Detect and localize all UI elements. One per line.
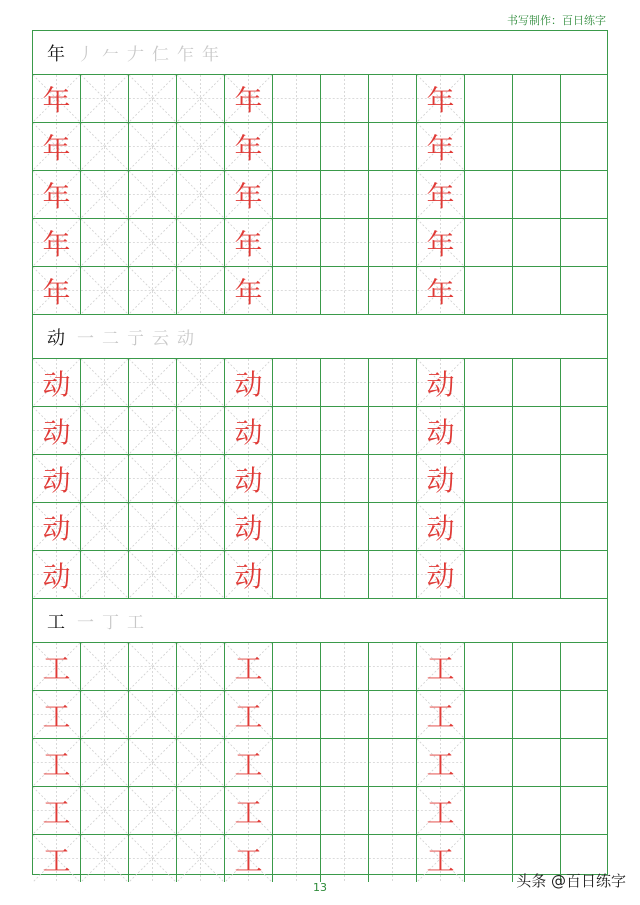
tian-grid-cell xyxy=(369,835,417,882)
mi-grid-cell xyxy=(81,75,129,122)
model-char: 动 xyxy=(426,415,455,449)
tian-grid-cell xyxy=(321,503,369,550)
model-char-cell xyxy=(33,75,81,122)
practice-sheet xyxy=(32,30,608,875)
tian-grid-cell xyxy=(321,643,369,690)
tian-grid-cell xyxy=(273,739,321,786)
tian-grid-cell xyxy=(369,643,417,690)
model-char: 年 xyxy=(42,131,71,165)
grid-row xyxy=(33,643,607,691)
model-char: 动 xyxy=(426,463,455,497)
blank-cell xyxy=(513,359,561,406)
mi-grid-cell xyxy=(177,739,225,786)
blank-cell xyxy=(561,407,609,454)
model-char: 动 xyxy=(426,559,455,593)
stroke-order-step: 丁 xyxy=(102,613,119,633)
model-char: 年 xyxy=(234,179,263,213)
tian-grid-cell xyxy=(321,455,369,502)
model-char-cell xyxy=(33,691,81,738)
model-char: 工 xyxy=(234,795,263,829)
model-char: 年 xyxy=(426,275,455,309)
tian-grid-cell xyxy=(273,359,321,406)
blank-cell xyxy=(561,359,609,406)
model-char-cell xyxy=(417,219,465,266)
model-char: 工 xyxy=(42,843,71,877)
blank-cell xyxy=(513,551,561,598)
stroke-order-step: 丿 xyxy=(77,45,94,65)
model-char-cell xyxy=(225,407,273,454)
mi-grid-cell xyxy=(81,643,129,690)
model-char-cell xyxy=(417,835,465,882)
tian-grid-cell xyxy=(369,171,417,218)
tian-grid-cell xyxy=(321,171,369,218)
model-char-cell xyxy=(417,407,465,454)
mi-grid-cell xyxy=(177,171,225,218)
tian-grid-cell xyxy=(273,75,321,122)
blank-cell xyxy=(513,75,561,122)
model-char-cell xyxy=(33,359,81,406)
tian-grid-cell xyxy=(369,739,417,786)
blank-cell xyxy=(465,359,513,406)
model-char: 工 xyxy=(42,699,71,733)
stroke-order-step: 亍 xyxy=(127,329,144,349)
blank-cell xyxy=(513,171,561,218)
credit-label: 书写制作：百日练字 xyxy=(507,14,606,27)
stroke-order-step: 云 xyxy=(152,329,169,349)
mi-grid-cell xyxy=(81,503,129,550)
tian-grid-cell xyxy=(273,503,321,550)
model-char-cell xyxy=(417,503,465,550)
model-char-cell xyxy=(417,171,465,218)
blank-cell xyxy=(561,551,609,598)
stroke-order-step: 一 xyxy=(77,329,94,349)
mi-grid-cell xyxy=(177,75,225,122)
model-char-cell xyxy=(417,123,465,170)
model-char: 年 xyxy=(234,227,263,261)
tian-grid-cell xyxy=(321,359,369,406)
model-char-cell xyxy=(225,551,273,598)
tian-grid-cell xyxy=(369,75,417,122)
model-char: 年 xyxy=(42,83,71,117)
model-char-cell xyxy=(33,787,81,834)
mi-grid-cell xyxy=(129,455,177,502)
model-char: 年 xyxy=(42,179,71,213)
model-char-cell xyxy=(225,359,273,406)
mi-grid-cell xyxy=(129,123,177,170)
stroke-order-step: 𠂉 xyxy=(102,45,119,65)
mi-grid-cell xyxy=(129,835,177,882)
stroke-order-step: 二 xyxy=(102,329,119,349)
mi-grid-cell xyxy=(81,739,129,786)
tian-grid-cell xyxy=(321,267,369,314)
tian-grid-cell xyxy=(321,835,369,882)
mi-grid-cell xyxy=(129,219,177,266)
header-char: 动 xyxy=(47,327,65,349)
blank-cell xyxy=(465,691,513,738)
tian-grid-cell xyxy=(369,219,417,266)
model-char: 工 xyxy=(426,699,455,733)
blank-cell xyxy=(513,739,561,786)
model-char-cell xyxy=(225,267,273,314)
model-char: 动 xyxy=(42,367,71,401)
mi-grid-cell xyxy=(129,75,177,122)
tian-grid-cell xyxy=(273,835,321,882)
header-char: 年 xyxy=(47,43,65,65)
model-char: 年 xyxy=(426,83,455,117)
model-char: 工 xyxy=(42,795,71,829)
stroke-order-step: 𠂇 xyxy=(127,45,144,65)
model-char: 工 xyxy=(234,651,263,685)
model-char: 动 xyxy=(234,511,263,545)
model-char-cell xyxy=(225,171,273,218)
model-char-cell xyxy=(225,503,273,550)
grid-row xyxy=(33,171,607,219)
model-char: 动 xyxy=(234,559,263,593)
blank-cell xyxy=(465,787,513,834)
tian-grid-cell xyxy=(273,787,321,834)
mi-grid-cell xyxy=(81,171,129,218)
mi-grid-cell xyxy=(177,123,225,170)
blank-cell xyxy=(561,643,609,690)
blank-cell xyxy=(465,75,513,122)
tian-grid-cell xyxy=(369,123,417,170)
model-char: 动 xyxy=(42,463,71,497)
tian-grid-cell xyxy=(273,123,321,170)
mi-grid-cell xyxy=(177,359,225,406)
tian-grid-cell xyxy=(321,219,369,266)
model-char-cell xyxy=(33,739,81,786)
mi-grid-cell xyxy=(177,503,225,550)
model-char-cell xyxy=(225,739,273,786)
model-char-cell xyxy=(225,123,273,170)
tian-grid-cell xyxy=(321,123,369,170)
mi-grid-cell xyxy=(177,267,225,314)
model-char: 工 xyxy=(234,843,263,877)
model-char: 工 xyxy=(426,795,455,829)
model-char-cell xyxy=(417,739,465,786)
stroke-order-step: 年 xyxy=(202,45,219,65)
grid-row xyxy=(33,455,607,503)
model-char-cell xyxy=(417,787,465,834)
model-char-cell xyxy=(33,643,81,690)
stroke-order-step: 工 xyxy=(127,613,144,633)
tian-grid-cell xyxy=(273,643,321,690)
model-char-cell xyxy=(33,503,81,550)
tian-grid-cell xyxy=(369,359,417,406)
tian-grid-cell xyxy=(273,407,321,454)
model-char: 动 xyxy=(234,415,263,449)
tian-grid-cell xyxy=(321,739,369,786)
grid-row xyxy=(33,219,607,267)
blank-cell xyxy=(465,835,513,882)
model-char-cell xyxy=(417,551,465,598)
grid-row xyxy=(33,739,607,787)
mi-grid-cell xyxy=(177,407,225,454)
mi-grid-cell xyxy=(177,787,225,834)
model-char-cell xyxy=(417,691,465,738)
tian-grid-cell xyxy=(321,407,369,454)
model-char-cell xyxy=(33,171,81,218)
model-char-cell xyxy=(225,75,273,122)
mi-grid-cell xyxy=(129,787,177,834)
model-char: 动 xyxy=(42,511,71,545)
model-char: 动 xyxy=(426,511,455,545)
tian-grid-cell xyxy=(273,171,321,218)
model-char: 动 xyxy=(42,559,71,593)
blank-cell xyxy=(561,267,609,314)
model-char-cell xyxy=(225,787,273,834)
mi-grid-cell xyxy=(81,267,129,314)
mi-grid-cell xyxy=(177,643,225,690)
tian-grid-cell xyxy=(369,407,417,454)
grid-row xyxy=(33,787,607,835)
mi-grid-cell xyxy=(81,551,129,598)
model-char: 年 xyxy=(234,275,263,309)
mi-grid-cell xyxy=(129,551,177,598)
model-char-cell xyxy=(33,219,81,266)
mi-grid-cell xyxy=(81,359,129,406)
tian-grid-cell xyxy=(273,455,321,502)
tian-grid-cell xyxy=(369,503,417,550)
model-char-cell xyxy=(33,407,81,454)
model-char: 动 xyxy=(234,367,263,401)
tian-grid-cell xyxy=(321,787,369,834)
tian-grid-cell xyxy=(273,551,321,598)
blank-cell xyxy=(561,787,609,834)
stroke-order-step: 一 xyxy=(77,613,94,633)
tian-grid-cell xyxy=(369,455,417,502)
tian-grid-cell xyxy=(369,551,417,598)
model-char: 工 xyxy=(426,651,455,685)
blank-cell xyxy=(513,219,561,266)
model-char: 工 xyxy=(426,747,455,781)
model-char: 年 xyxy=(426,227,455,261)
grid-row xyxy=(33,691,607,739)
mi-grid-cell xyxy=(129,359,177,406)
mi-grid-cell xyxy=(129,691,177,738)
blank-cell xyxy=(465,407,513,454)
blank-cell xyxy=(513,787,561,834)
model-char: 工 xyxy=(42,747,71,781)
blank-cell xyxy=(465,503,513,550)
mi-grid-cell xyxy=(177,455,225,502)
section-header xyxy=(33,315,607,359)
stroke-order-step: 仁 xyxy=(152,45,169,65)
model-char-cell xyxy=(225,643,273,690)
model-char-cell xyxy=(33,551,81,598)
mi-grid-cell xyxy=(81,835,129,882)
mi-grid-cell xyxy=(177,219,225,266)
grid-row xyxy=(33,503,607,551)
blank-cell xyxy=(561,219,609,266)
blank-cell xyxy=(513,267,561,314)
blank-cell xyxy=(513,691,561,738)
mi-grid-cell xyxy=(81,691,129,738)
model-char-cell xyxy=(417,75,465,122)
blank-cell xyxy=(513,407,561,454)
blank-cell xyxy=(561,75,609,122)
stroke-order-step: 乍 xyxy=(177,45,194,65)
tian-grid-cell xyxy=(369,691,417,738)
mi-grid-cell xyxy=(81,455,129,502)
blank-cell xyxy=(465,219,513,266)
blank-cell xyxy=(561,171,609,218)
tian-grid-cell xyxy=(321,691,369,738)
blank-cell xyxy=(561,503,609,550)
watermark: 头条 @百日练字 xyxy=(516,872,626,890)
blank-cell xyxy=(513,503,561,550)
model-char: 年 xyxy=(42,275,71,309)
blank-cell xyxy=(465,739,513,786)
blank-cell xyxy=(561,739,609,786)
grid-row xyxy=(33,551,607,599)
grid-row xyxy=(33,267,607,315)
blank-cell xyxy=(513,455,561,502)
section-header xyxy=(33,599,607,643)
tian-grid-cell xyxy=(321,75,369,122)
mi-grid-cell xyxy=(177,691,225,738)
mi-grid-cell xyxy=(177,551,225,598)
model-char-cell xyxy=(225,835,273,882)
model-char: 年 xyxy=(426,179,455,213)
mi-grid-cell xyxy=(129,407,177,454)
blank-cell xyxy=(513,643,561,690)
section-header xyxy=(33,31,607,75)
blank-cell xyxy=(561,455,609,502)
mi-grid-cell xyxy=(129,171,177,218)
model-char: 年 xyxy=(42,227,71,261)
model-char-cell xyxy=(225,455,273,502)
model-char: 年 xyxy=(234,83,263,117)
model-char-cell xyxy=(33,123,81,170)
grid-row xyxy=(33,359,607,407)
grid-row xyxy=(33,407,607,455)
grid-row xyxy=(33,75,607,123)
mi-grid-cell xyxy=(81,123,129,170)
model-char-cell xyxy=(417,455,465,502)
stroke-order-step: 动 xyxy=(177,329,194,349)
model-char-cell xyxy=(33,835,81,882)
mi-grid-cell xyxy=(81,219,129,266)
header-char: 工 xyxy=(47,611,65,633)
model-char: 工 xyxy=(234,699,263,733)
model-char: 年 xyxy=(426,131,455,165)
blank-cell xyxy=(465,171,513,218)
mi-grid-cell xyxy=(129,643,177,690)
blank-cell xyxy=(561,123,609,170)
model-char: 年 xyxy=(234,131,263,165)
model-char-cell xyxy=(417,643,465,690)
model-char: 动 xyxy=(234,463,263,497)
model-char: 工 xyxy=(426,843,455,877)
model-char: 工 xyxy=(234,747,263,781)
blank-cell xyxy=(465,123,513,170)
tian-grid-cell xyxy=(273,267,321,314)
mi-grid-cell xyxy=(177,835,225,882)
tian-grid-cell xyxy=(369,267,417,314)
tian-grid-cell xyxy=(369,787,417,834)
model-char: 动 xyxy=(42,415,71,449)
page-number: 13 xyxy=(313,881,327,894)
tian-grid-cell xyxy=(273,219,321,266)
mi-grid-cell xyxy=(129,503,177,550)
model-char-cell xyxy=(225,691,273,738)
blank-cell xyxy=(465,551,513,598)
grid-row xyxy=(33,123,607,171)
model-char-cell xyxy=(225,219,273,266)
mi-grid-cell xyxy=(129,267,177,314)
model-char-cell xyxy=(417,267,465,314)
blank-cell xyxy=(561,691,609,738)
model-char-cell xyxy=(33,267,81,314)
model-char: 工 xyxy=(42,651,71,685)
blank-cell xyxy=(465,643,513,690)
model-char: 动 xyxy=(426,367,455,401)
blank-cell xyxy=(513,123,561,170)
mi-grid-cell xyxy=(81,407,129,454)
model-char-cell xyxy=(417,359,465,406)
tian-grid-cell xyxy=(321,551,369,598)
tian-grid-cell xyxy=(273,691,321,738)
blank-cell xyxy=(465,455,513,502)
blank-cell xyxy=(465,267,513,314)
mi-grid-cell xyxy=(81,787,129,834)
mi-grid-cell xyxy=(129,739,177,786)
model-char-cell xyxy=(33,455,81,502)
